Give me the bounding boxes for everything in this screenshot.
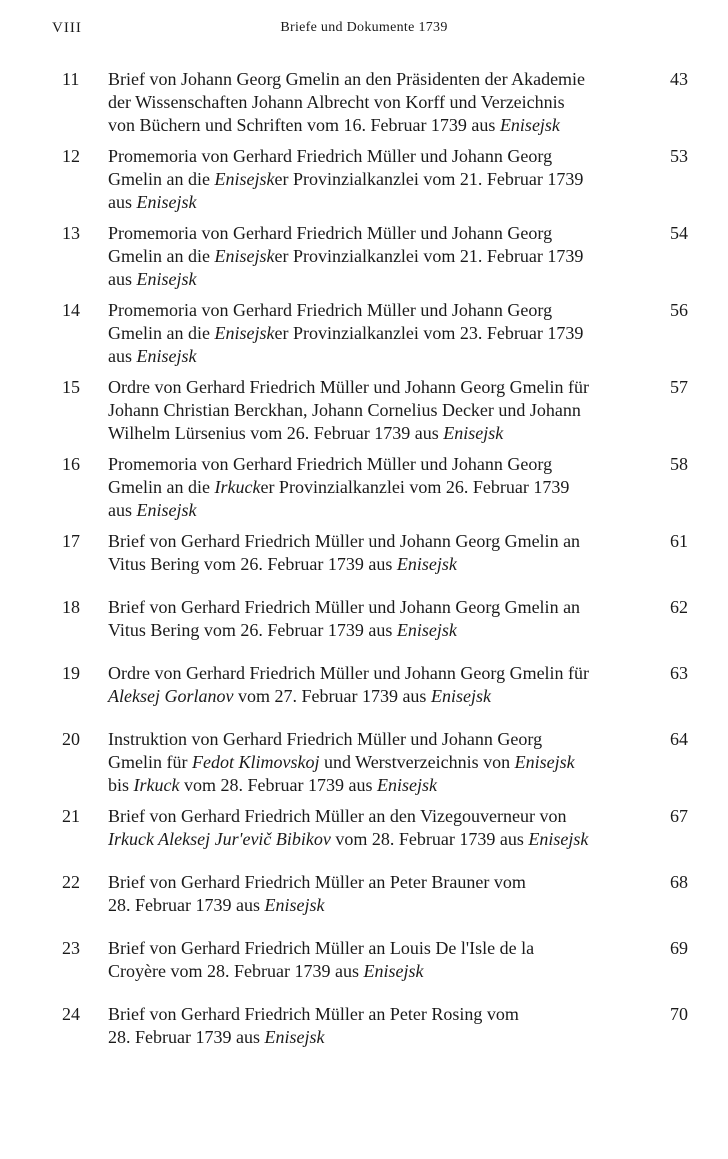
entry-title-line bbox=[108, 894, 648, 917]
italic-text-segment: Irkuck bbox=[133, 775, 180, 795]
entry-number: 16 bbox=[62, 454, 80, 474]
entry-title-line bbox=[108, 774, 648, 797]
entry-page-number: 56 bbox=[670, 300, 688, 320]
entry-page-number: 43 bbox=[670, 69, 688, 89]
text-segment: Wilhelm Lürsenius vom 26. Februar 1739 aus bbox=[108, 423, 444, 443]
entry-number: 23 bbox=[62, 938, 80, 958]
text-segment: Brief von Gerhard Friedrich Müller an den Vizegouverneur von bbox=[108, 806, 567, 826]
italic-text-segment: Enisejsk bbox=[430, 686, 491, 706]
italic-text-segment: Aleksej Gorlanov bbox=[108, 686, 234, 706]
text-segment: Promemoria von Gerhard Friedrich Müller und Johann Georg bbox=[108, 223, 553, 243]
entry-page-number: 62 bbox=[670, 597, 688, 617]
entry-number: 12 bbox=[62, 146, 80, 166]
text-segment: Gmelin für bbox=[108, 752, 192, 772]
entry-title bbox=[108, 596, 648, 642]
italic-text-segment: Enisejsk bbox=[136, 269, 197, 289]
entry-number: 14 bbox=[62, 300, 80, 320]
entry-title bbox=[108, 1003, 648, 1049]
entry-title-line bbox=[108, 662, 648, 685]
page-folio: VIII bbox=[52, 20, 82, 36]
toc-entry bbox=[0, 216, 728, 293]
italic-text-segment: Enisejsk bbox=[514, 752, 575, 772]
text-segment: er Provinzialkanzlei vom 26. Februar 1739 bbox=[260, 477, 570, 497]
entry-title-line bbox=[108, 191, 648, 214]
entry-title-line bbox=[108, 345, 648, 368]
entry-page-number: 70 bbox=[670, 1004, 688, 1024]
italic-text-segment: Enisejsk bbox=[443, 423, 504, 443]
entry-title-line bbox=[108, 422, 648, 445]
text-segment: er Provinzialkanzlei vom 21. Februar 1739 bbox=[274, 169, 584, 189]
entry-title bbox=[108, 299, 648, 368]
text-segment: Johann Christian Berckhan, Johann Cornelius Decker und Johann bbox=[108, 400, 581, 420]
text-segment: Gmelin an die bbox=[108, 323, 215, 343]
entry-page-number: 54 bbox=[670, 223, 688, 243]
entry-title-line bbox=[108, 245, 648, 268]
text-segment: er Provinzialkanzlei vom 23. Februar 1739 bbox=[274, 323, 584, 343]
entry-page-number: 57 bbox=[670, 377, 688, 397]
entry-title-line bbox=[108, 805, 648, 828]
entry-title-line bbox=[108, 960, 648, 983]
entry-number: 19 bbox=[62, 663, 80, 683]
entry-title-line bbox=[108, 322, 648, 345]
entry-title bbox=[108, 145, 648, 214]
entry-title-line bbox=[108, 530, 648, 553]
text-segment: Promemoria von Gerhard Friedrich Müller und Johann Georg bbox=[108, 454, 553, 474]
italic-text-segment: Enisejsk bbox=[136, 192, 197, 212]
text-segment: Croyère vom 28. Februar 1739 aus bbox=[108, 961, 364, 981]
entry-title-line bbox=[108, 685, 648, 708]
italic-text-segment: Enisejsk bbox=[499, 115, 560, 135]
entry-title-line bbox=[108, 68, 648, 91]
text-segment: Gmelin an die bbox=[108, 477, 215, 497]
entry-title-line bbox=[108, 268, 648, 291]
text-segment: Promemoria von Gerhard Friedrich Müller und Johann Georg bbox=[108, 146, 553, 166]
entry-title-line bbox=[108, 728, 648, 751]
entry-title bbox=[108, 376, 648, 445]
text-segment: er Provinzialkanzlei vom 21. Februar 1739 bbox=[274, 246, 584, 266]
table-of-contents bbox=[0, 62, 728, 1063]
entry-title-line bbox=[108, 168, 648, 191]
entry-number: 21 bbox=[62, 806, 80, 826]
text-segment: Gmelin an die bbox=[108, 169, 215, 189]
entry-page-number: 53 bbox=[670, 146, 688, 166]
entry-title-line bbox=[108, 1003, 648, 1026]
toc-entry bbox=[0, 62, 728, 139]
text-segment: Brief von Gerhard Friedrich Müller an Louis De l'Isle de la bbox=[108, 938, 535, 958]
toc-entry bbox=[0, 931, 728, 997]
entry-title-line bbox=[108, 399, 648, 422]
text-segment: und Werstverzeichnis von bbox=[319, 752, 515, 772]
italic-text-segment: Enisejsk bbox=[264, 895, 325, 915]
entry-page-number: 67 bbox=[670, 806, 688, 826]
entry-number: 24 bbox=[62, 1004, 80, 1024]
running-title: Briefe und Dokumente 1739 bbox=[280, 20, 448, 35]
italic-text-segment: Enisejsk bbox=[214, 323, 275, 343]
toc-entry bbox=[0, 865, 728, 931]
entry-title-line bbox=[108, 114, 648, 137]
entry-title-line bbox=[108, 553, 648, 576]
italic-text-segment: Enisejsk bbox=[396, 554, 457, 574]
text-segment: Vitus Bering vom 26. Februar 1739 aus bbox=[108, 554, 397, 574]
entry-title-line bbox=[108, 828, 648, 851]
entry-page-number: 69 bbox=[670, 938, 688, 958]
entry-page-number: 64 bbox=[670, 729, 688, 749]
entry-page-number: 63 bbox=[670, 663, 688, 683]
entry-title-line bbox=[108, 145, 648, 168]
toc-entry bbox=[0, 370, 728, 447]
text-segment: aus bbox=[108, 269, 137, 289]
text-segment: Brief von Gerhard Friedrich Müller und Johann Georg Gmelin an bbox=[108, 597, 581, 617]
entry-number: 22 bbox=[62, 872, 80, 892]
toc-entry bbox=[0, 139, 728, 216]
toc-entry bbox=[0, 997, 728, 1063]
text-segment: Promemoria von Gerhard Friedrich Müller und Johann Georg bbox=[108, 300, 553, 320]
text-segment: aus bbox=[108, 192, 137, 212]
entry-number: 15 bbox=[62, 377, 80, 397]
text-segment: 28. Februar 1739 aus bbox=[108, 1027, 265, 1047]
entry-title-line bbox=[108, 476, 648, 499]
entry-title bbox=[108, 68, 648, 137]
entry-title-line bbox=[108, 453, 648, 476]
entry-title bbox=[108, 453, 648, 522]
entry-title-line bbox=[108, 91, 648, 114]
entry-title bbox=[108, 805, 648, 851]
entry-title bbox=[108, 728, 648, 797]
text-segment: vom 28. Februar 1739 aus bbox=[179, 775, 377, 795]
toc-entry bbox=[0, 293, 728, 370]
entry-title bbox=[108, 662, 648, 708]
entry-title-line bbox=[108, 937, 648, 960]
entry-title-line bbox=[108, 499, 648, 522]
toc-entry bbox=[0, 590, 728, 656]
entry-page-number: 68 bbox=[670, 872, 688, 892]
toc-entry bbox=[0, 447, 728, 524]
text-segment: von Büchern und Schriften vom 16. Februar 1739 aus bbox=[108, 115, 500, 135]
toc-entry bbox=[0, 656, 728, 722]
entry-title bbox=[108, 530, 648, 576]
toc-entry bbox=[0, 524, 728, 590]
text-segment: Vitus Bering vom 26. Februar 1739 aus bbox=[108, 620, 397, 640]
toc-entry bbox=[0, 722, 728, 799]
text-segment: aus bbox=[108, 500, 137, 520]
entry-number: 11 bbox=[62, 69, 80, 89]
italic-text-segment: Enisejsk bbox=[136, 500, 197, 520]
entry-title-line bbox=[108, 376, 648, 399]
entry-number: 18 bbox=[62, 597, 80, 617]
entry-title bbox=[108, 937, 648, 983]
italic-text-segment: Enisejsk bbox=[214, 169, 275, 189]
toc-entry bbox=[0, 799, 728, 865]
entry-title bbox=[108, 871, 648, 917]
italic-text-segment: Enisejsk bbox=[396, 620, 457, 640]
text-segment: Ordre von Gerhard Friedrich Müller und Johann Georg Gmelin für bbox=[108, 663, 590, 683]
text-segment: Ordre von Gerhard Friedrich Müller und Johann Georg Gmelin für bbox=[108, 377, 590, 397]
text-segment: Brief von Gerhard Friedrich Müller an Peter Brauner vom bbox=[108, 872, 526, 892]
text-segment: Brief von Gerhard Friedrich Müller an Peter Rosing vom bbox=[108, 1004, 519, 1024]
entry-title-line bbox=[108, 222, 648, 245]
text-segment: aus bbox=[108, 346, 137, 366]
italic-text-segment: Enisejsk bbox=[136, 346, 197, 366]
entry-title bbox=[108, 222, 648, 291]
entry-title-line bbox=[108, 619, 648, 642]
text-segment: Brief von Johann Georg Gmelin an den Präsidenten der Akademie bbox=[108, 69, 586, 89]
text-segment: vom 28. Februar 1739 aus bbox=[330, 829, 529, 849]
entry-title-line bbox=[108, 299, 648, 322]
entry-title-line bbox=[108, 871, 648, 894]
text-segment: Brief von Gerhard Friedrich Müller und Johann Georg Gmelin an bbox=[108, 531, 581, 551]
text-segment: 28. Februar 1739 aus bbox=[108, 895, 265, 915]
italic-text-segment: Enisejsk bbox=[528, 829, 589, 849]
italic-text-segment: Fedot Klimovskoj bbox=[191, 752, 320, 772]
italic-text-segment: Enisejsk bbox=[214, 246, 275, 266]
italic-text-segment: Enisejsk bbox=[264, 1027, 325, 1047]
italic-text-segment: Enisejsk bbox=[363, 961, 424, 981]
text-segment: der Wissenschaften Johann Albrecht von Korff und Verzeichnis bbox=[108, 92, 565, 112]
entry-number: 17 bbox=[62, 531, 80, 551]
text-segment: Gmelin an die bbox=[108, 246, 215, 266]
entry-title-line bbox=[108, 596, 648, 619]
entry-number: 13 bbox=[62, 223, 80, 243]
italic-text-segment: Enisejsk bbox=[376, 775, 437, 795]
running-head bbox=[0, 14, 728, 38]
text-segment: Instruktion von Gerhard Friedrich Müller und Johann Georg bbox=[108, 729, 543, 749]
entry-title-line bbox=[108, 1026, 648, 1049]
entry-title-line bbox=[108, 751, 648, 774]
text-segment: vom 27. Februar 1739 aus bbox=[233, 686, 431, 706]
text-segment: bis bbox=[108, 775, 134, 795]
italic-text-segment: Irkuck bbox=[214, 477, 261, 497]
entry-page-number: 58 bbox=[670, 454, 688, 474]
entry-page-number: 61 bbox=[670, 531, 688, 551]
italic-text-segment: Irkuck Aleksej Jur'evič Bibikov bbox=[108, 829, 331, 849]
entry-number: 20 bbox=[62, 729, 80, 749]
